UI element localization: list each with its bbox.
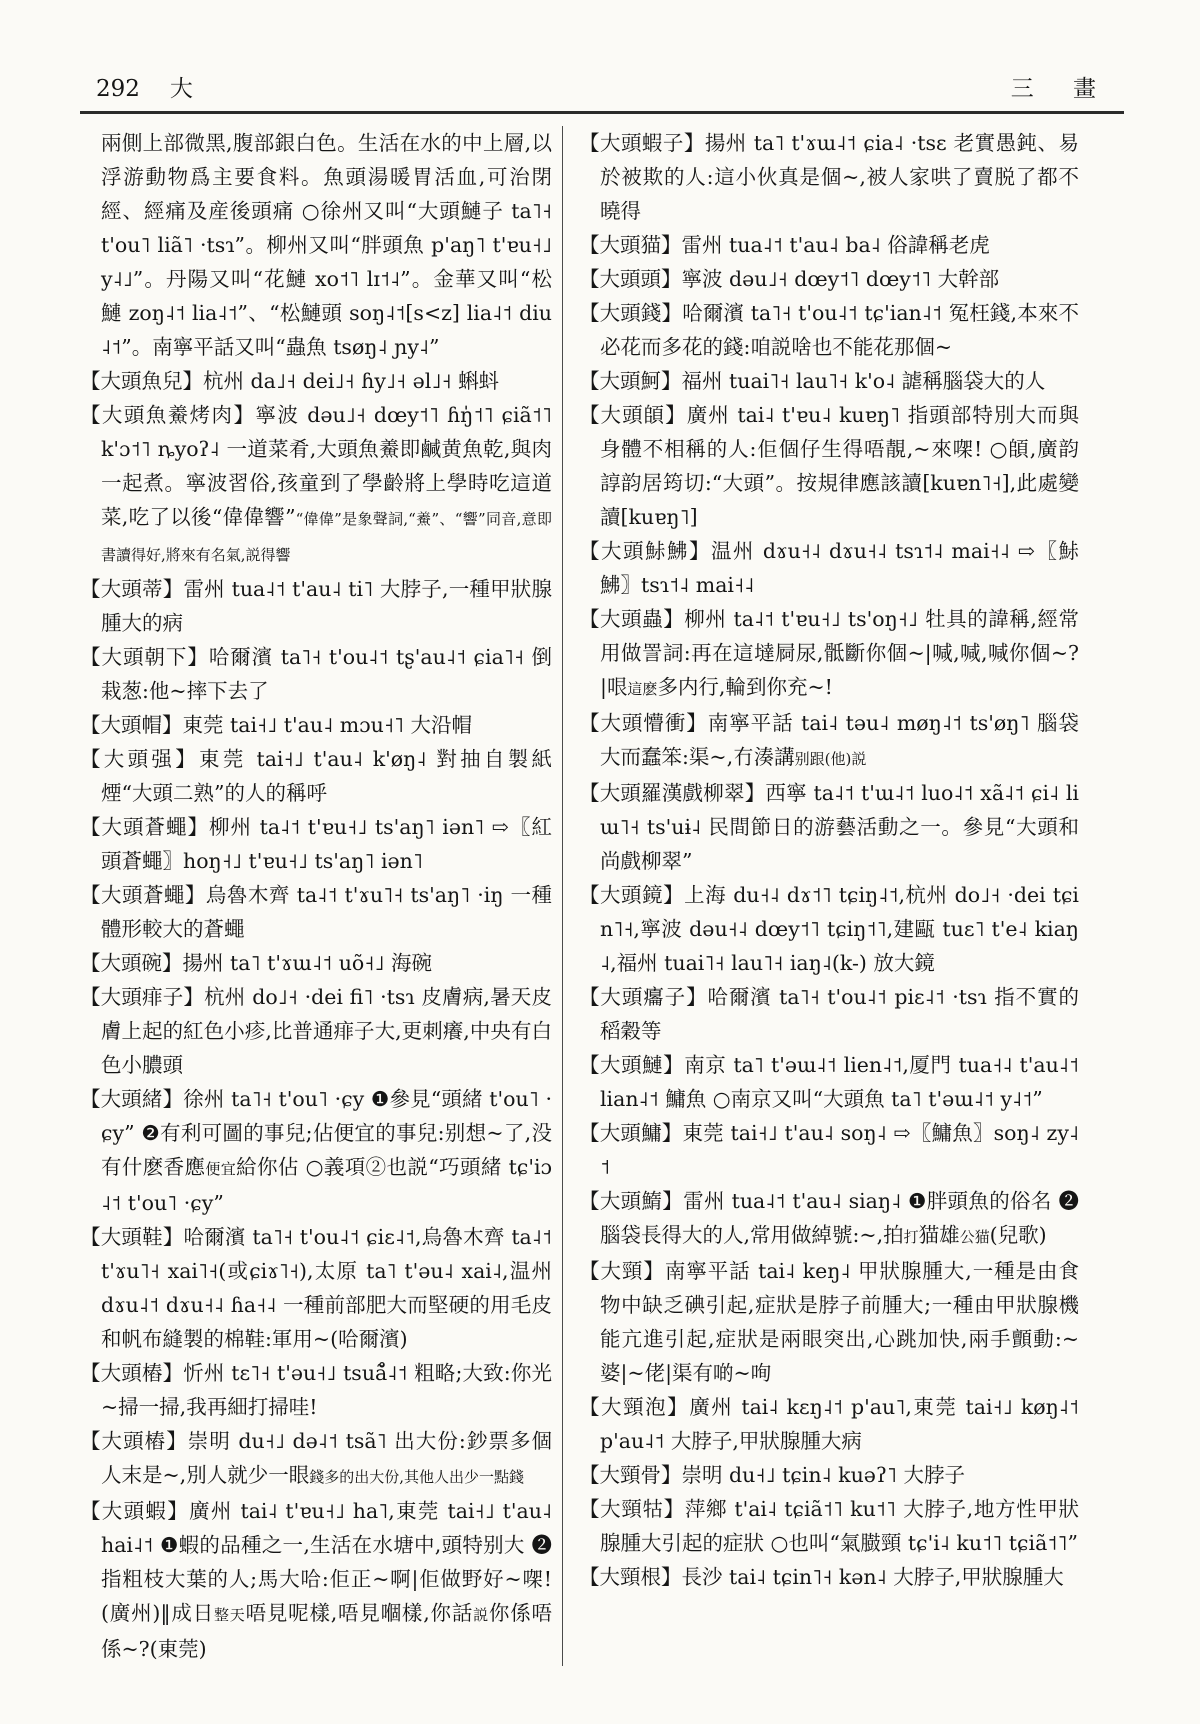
dictionary-entry	[579, 1492, 1079, 1560]
entry-headword: 【大頭錢】	[579, 301, 683, 325]
entry-text: 廣州 tai˨ t'ɐu˧˩ ha˥,東莞 tai˧˩ t'au˨ hai˨˦ ❶蝦的品種之一,生活在水塘中,頭特别大 ❷指粗枝大葉的人;馬大哈:佢正~啊|佢做野好~㗎!(廣州)‖成日	[101, 1499, 553, 1625]
dictionary-entry	[80, 1424, 552, 1494]
entry-text: 哈爾濱 ta˥˧ t'ou˨˦ ɕiɛ˨˦,烏魯木齊 ta˨˦ t'ɤu˥˧ xai˥˧(或ɕiɤ˥˧),太原 ta˥ t'əu˨ xai˨,温州 dɤu˨˦ dɤu˧˨ ɦa˧˨ 一種前部肥大而堅硬的用毛皮和帆布縫製的棉鞋:軍用~(哈爾濱)	[101, 1225, 552, 1351]
entry-headword: 【大頭鞋】	[80, 1225, 184, 1249]
annotation-small-text: 公猫	[959, 1228, 990, 1246]
annotation-small-text: 便宜	[205, 1160, 237, 1178]
dictionary-entry	[80, 1356, 552, 1424]
entry-text: 西寧 ta˨˦ t'ɯ˨˦ luo˨˦ xã˨˦ ɕi˨ liɯ˥˧ ts'uɨ˨ 民間節日的游藝活動之一。參見“大頭和尚戲柳翠”	[600, 781, 1079, 873]
entry-text: 上海 du˧˨ dɤ˦˥ tɕiŋ˨˦,杭州 do˩˧ ·dei tɕin˥˧,寧波 dəu˧˨ dœy˦˥ tɕiŋ˦˥,建甌 tuɛ˥ t'e˨ kiaŋ˨,福州 tuai˥˧ lau˥˧ iaŋ˨(k-) 放大鏡	[600, 883, 1079, 975]
dictionary-entry	[579, 878, 1079, 980]
entry-text: 兩側上部微黑,腹部銀白色。生活在水的中上層,以浮游動物爲主要食料。魚頭湯暖胃活血,可治閉經、經痛及産後頭痛 ○徐州又叫“大頭鰱子 ta˥˧ t'ou˥ liã˥ ·tsɿ”。柳州又叫“胖頭魚 p'aŋ˥ t'ɐu˧˩ y˨˩”。丹陽又叫“花鰱 xo˦˥ lɪ˦˨”。金華又叫“松鰱 zoŋ˨˦ lia˨˦”、“松鰱頭 soŋ˨˦[s<z] lia˨˦ diu˨˦”。南寧平話又叫“蟲魚 tsøŋ˨ ɲy˨”	[101, 131, 552, 359]
dictionary-entry	[579, 706, 1079, 776]
dictionary-entry	[80, 640, 552, 708]
entry-text: 東莞 tai˧˩ t'au˨ k'øŋ˨ 對抽自製紙煙“大頭二熟”的人的稱呼	[101, 747, 553, 805]
dictionary-entry	[80, 980, 552, 1082]
entry-text: 揚州 ta˥ t'ɤɯ˨˦ uõ˧˩ 海碗	[182, 951, 432, 975]
entry-headword: 【大頭頭】	[579, 267, 682, 291]
page-number: 292	[96, 76, 140, 102]
entry-headword: 【大頭樁】	[80, 1361, 184, 1385]
entry-headword: 【大頭鰖】	[579, 1189, 684, 1213]
dictionary-entry	[80, 878, 552, 946]
dictionary-entry	[579, 1116, 1079, 1184]
dictionary-entry	[80, 364, 552, 398]
dictionary-entry	[579, 1390, 1079, 1458]
entry-headword: 【大頭碗】	[80, 951, 183, 975]
entry-headword: 【大頭鏡】	[579, 883, 685, 907]
entry-text: 哈爾濱 ta˥˧ t'ou˨˦ piɛ˨˦ ·tsɿ 指不實的稻穀等	[600, 985, 1079, 1043]
entry-text: 南京 ta˥ t'əɯ˨˦ lien˨˦,厦門 tua˧˨ t'au˨˦ lian˨˦ 鱅魚 ○南京又叫“大頭魚 ta˥ t'əɯ˨˦ y˨˦”	[600, 1053, 1079, 1111]
entry-headword: 【大頭强】	[80, 747, 200, 771]
dictionary-entry	[80, 398, 552, 572]
entry-text: 多内行,輪到你充~!	[657, 675, 833, 699]
entry-text: 揚州 ta˥ t'ɤɯ˨˦ ɕia˨ ·tsɛ 老實愚鈍、易於被欺的人:這小伙真是個~,被人家哄了賣脱了都不曉得	[600, 131, 1079, 223]
dictionary-entry	[80, 572, 552, 640]
dictionary-entry	[579, 776, 1079, 878]
page-header	[80, 70, 1124, 111]
entry-text: 崇明 du˧˩ tɕin˨ kuəʔ˥ 大脖子	[681, 1463, 966, 1487]
entry-text: 崇明 du˧˩ də˨˦ tsã˥ 出大份:鈔票多個人末是~,別人就少一眼	[101, 1429, 553, 1487]
entry-text: 徐州 ta˥˧ t'ou˥ ·ɕy ❶參見“頭緒 t'ou˥ ·ɕy” ❷有利可圖的事兒;佔便宜的事兒:别想~了,没有什麽香應	[101, 1087, 552, 1179]
entry-headword: 【大頭蝦子】	[579, 131, 705, 155]
dictionary-entry	[579, 364, 1079, 398]
entry-text: 福州 tuai˥˧ lau˥˧ k'o˨ 謔稱腦袋大的人	[681, 369, 1046, 393]
entry-text: 哈爾濱 ta˥˧ t'ou˨˦ tɕ'ian˨˦ 冤枉錢,本來不必花而多花的錢:咱説啥也不能花那個~	[600, 301, 1079, 359]
dictionary-entry	[579, 980, 1079, 1048]
entry-text: 猫雄	[918, 1223, 960, 1247]
entry-text: 長沙 tai˨ tɕin˥˧ kən˨ 大脖子,甲狀腺腫大	[681, 1565, 1064, 1589]
dictionary-entry	[579, 398, 1079, 534]
entry-headword: 【大頭痱子】	[80, 985, 205, 1009]
entry-text: 廣州 tai˨ kɛŋ˨˦ p'au˥,東莞 tai˧˩ køŋ˨˦ p'au˨˦ 大脖子,甲狀腺腫大病	[600, 1395, 1080, 1453]
entry-text: 烏魯木齊 ta˨˦ t'ɤu˥˧ ts'aŋ˥ ·iŋ 一種體形較大的蒼蠅	[101, 883, 553, 941]
entry-text: 柳州 ta˨˦ t'ɐu˧˩ ts'aŋ˥ iən˥ ⇨〖紅頭蒼蠅〗hoŋ˧˩ t'ɐu˧˩ ts'aŋ˥ iən˥	[101, 815, 552, 873]
entry-text: 南寧平話 tai˨ keŋ˨ 甲狀腺腫大,一種是由食物中缺乏碘引起,症狀是脖子前腫大;一種由甲狀腺機能亢進引起,症狀是兩眼突出,心跳加快,兩手顫動:~婆|~佬|渠有啲~咰	[600, 1259, 1080, 1385]
entry-text: 雷州 tua˨˦ t'au˨ siaŋ˨ ❶胖頭魚的俗名 ❷腦袋長得大的人,常用做綽號:~,拍	[600, 1189, 1079, 1247]
entry-headword: 【大頭蟲】	[579, 607, 685, 631]
text-columns	[80, 126, 1124, 1666]
entry-headword: 【大頭帽】	[80, 713, 183, 737]
entry-headword: 【大頭猫】	[579, 233, 682, 257]
dictionary-entry	[579, 262, 1079, 296]
dictionary-entry	[80, 742, 552, 810]
continuation-paragraph	[80, 126, 552, 364]
dictionary-entry	[80, 708, 552, 742]
entry-text: 你係唔係~?(東莞)	[101, 1601, 552, 1661]
entry-headword: 【大頭蒼蠅】	[80, 883, 206, 907]
entry-text: 唔見呢樣,唔見嗰樣,你話	[245, 1601, 474, 1625]
dictionary-entry	[579, 1560, 1079, 1594]
entry-headword: 【大頭樁】	[80, 1429, 188, 1453]
entry-text: 雷州 tua˨˦ t'au˨ ba˨ 俗諱稱老虎	[681, 233, 990, 257]
entry-headword: 【大頸骨】	[579, 1463, 682, 1487]
annotation-small-text: 别跟(他)説	[794, 750, 867, 768]
dictionary-entry	[579, 228, 1079, 262]
annotation-small-text: 整天	[214, 1606, 246, 1624]
dictionary-entry	[579, 1048, 1079, 1116]
entry-headword: 【大頭蒼蠅】	[80, 815, 210, 839]
entry-headword: 【大頭魺】	[579, 369, 682, 393]
entry-text: 杭州 da˩˧ dei˩˧ ɦy˩˧ əl˩˧ 蝌蚪	[203, 369, 500, 393]
annotation-small-text: 打	[903, 1228, 919, 1246]
entry-text: 忻州 tɛ˥˧ t'əu˧˩ tsuã̊˨˦ 粗略;大致:你光~掃一掃,我再細打掃哇!	[101, 1361, 553, 1419]
annotation-small-text: 説	[473, 1606, 489, 1624]
entry-headword: 【大頭鮛鮄】	[579, 539, 711, 563]
entry-headword: 【大頭緒】	[80, 1087, 184, 1111]
section-character: 大	[169, 76, 193, 102]
entry-headword: 【大頸】	[579, 1259, 665, 1283]
entry-text: 南寧平話 tai˨ təu˨ møŋ˨˦ ts'øŋ˥ 腦袋大而蠢笨:渠~,冇湊講	[600, 711, 1079, 769]
annotation-small-text: 這麽	[627, 680, 658, 698]
dictionary-entry	[80, 1082, 552, 1220]
annotation-small-text: “偉偉”是象聲詞,“鯗”、“響”同音,意即書讀得好,將來有名氣,説得響	[101, 510, 552, 564]
entry-headword: 【大頭魚兒】	[80, 369, 203, 393]
entry-text: 寧波 dəu˩˧ dœy˦˥ dœy˦˥ 大幹部	[681, 267, 1000, 291]
entry-headword: 【大頭頧】	[579, 403, 687, 427]
header-rule	[80, 111, 1124, 114]
dictionary-entry	[579, 534, 1079, 602]
entry-headword: 【大頭魚鯗烤肉】	[80, 403, 256, 427]
dictionary-entry	[579, 1254, 1079, 1390]
entry-headword: 【大頸牯】	[579, 1497, 685, 1521]
stroke-count-header: 三 畫	[1010, 76, 1112, 102]
entry-text: 雷州 tua˨˦ t'au˨ ti˥ 大脖子,一種甲狀腺腫大的病	[101, 577, 553, 635]
left-column	[80, 126, 562, 1666]
entry-text: 萍鄉 t'ai˨ tɕiã˦˥ ku˦˥ 大脖子,地方性甲狀腺腫大引起的症狀 ○也叫“氣臌頸 tɕ'i˨ ku˦˥ tɕiã˦˥”	[600, 1497, 1080, 1555]
annotation-small-text: 錢多的出大份,其他人出少一點錢	[309, 1468, 524, 1486]
dictionary-entry	[579, 1184, 1079, 1254]
entry-headword: 【大頸泡】	[579, 1395, 690, 1419]
entry-text: 哈爾濱 ta˥˧ t'ou˨˦ tʂ'au˨˦ ɕia˥˧ 倒栽葱:他~摔下去了	[101, 645, 553, 703]
entry-headword: 【大頭鰱】	[579, 1053, 685, 1077]
entry-text: 温州 dɤu˧˨ dɤu˧˨ tsɿ˦˨ mai˧˨ ⇨〖鮛鮄〗tsɿ˦˨ mai˧˨	[600, 539, 1080, 597]
dictionary-entry	[80, 810, 552, 878]
entry-headword: 【大頭癟子】	[579, 985, 708, 1009]
dictionary-entry	[80, 1494, 552, 1666]
dictionary-entry	[579, 602, 1079, 706]
entry-headword: 【大頭懵衝】	[579, 711, 708, 735]
entry-text: 廣州 tai˨ t'ɐu˨ kuɐŋ˥ 指頭部特別大而與身體不相稱的人:佢個仔生得唔靚,~來㗎! ○頧,廣韵諄韵居筠切:“大頭”。按規律應該讀[kuɐn˥˧],此處變讀[kuɐŋ˥]	[600, 403, 1080, 529]
entry-text: 給你佔 ○義項②也説“巧頭緒 tɕ'iɔ˨˦ t'ou˥ ·ɕy”	[101, 1155, 552, 1215]
entry-text: 杭州 do˩˧ ·dei fi˥ ·tsɿ 皮膚病,暑天皮膚上起的紅色小疹,比普通痱子大,更刺癢,中央有白色小膿頭	[101, 985, 552, 1077]
right-column	[562, 126, 1079, 1666]
entry-text: 東莞 tai˧˩ t'au˨ soŋ˨ ⇨〖鱅魚〗soŋ˨ zy˨˦	[600, 1121, 1080, 1179]
entry-headword: 【大頭蒂】	[80, 577, 184, 601]
entry-text: 東莞 tai˧˩ t'au˨ mɔu˧˥ 大沿帽	[182, 713, 473, 737]
entry-headword: 【大頭蝦】	[80, 1499, 190, 1523]
entry-text: (兒歌)	[989, 1223, 1047, 1247]
entry-headword: 【大頭鱅】	[579, 1121, 683, 1145]
dictionary-entry	[579, 126, 1079, 228]
entry-text: 寧波 dəu˩˧ dœy˦˥ ɦŋ̍˦˥ ɕiã˦˥ k'ɔ˦˥ ȵyoʔ˨ 一道菜肴,大頭魚鯗即鹹黄魚乾,與肉一起煮。寧波習俗,孩童到了學齡將上學時吃這道菜,吃了以後“偉偉響”	[101, 403, 552, 529]
dictionary-entry	[579, 296, 1079, 364]
dictionary-entry	[80, 946, 552, 980]
dictionary-entry	[80, 1220, 552, 1356]
entry-headword: 【大頭朝下】	[80, 645, 209, 669]
dictionary-entry	[579, 1458, 1079, 1492]
entry-headword: 【大頭羅漢戲柳翠】	[579, 781, 766, 805]
header-left	[96, 70, 193, 103]
entry-headword: 【大頸根】	[579, 1565, 682, 1589]
entry-text: 柳州 ta˨˦ t'ɐu˧˩ ts'oŋ˧˩ 牡具的諱稱,經常用做詈詞:再在這墶屙尿,骶斷你個~|喊,喊,喊你個~? |哏	[600, 607, 1080, 699]
